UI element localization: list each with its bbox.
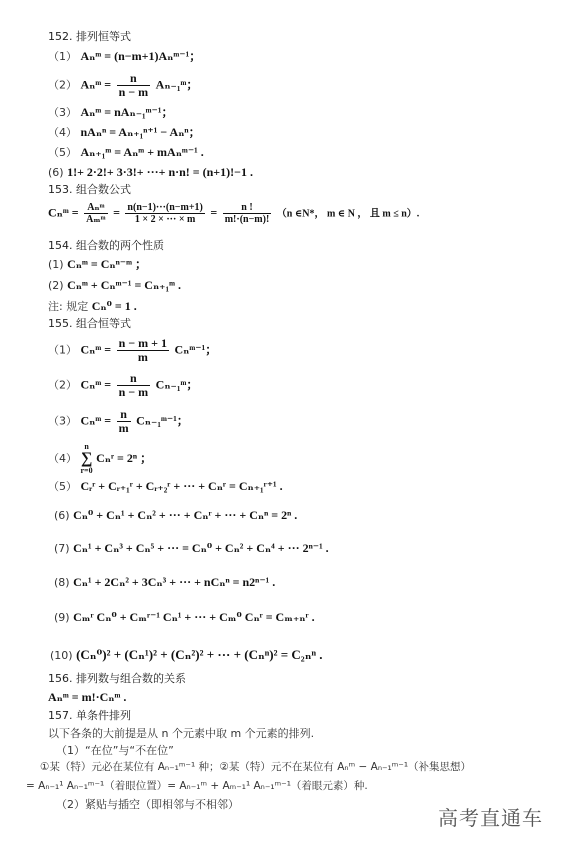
section-157-para1: ①某（特）元必在某位有 Aₙ₋₁ᵐ⁻¹ 种；②某（特）元不在某位有 Aₙᵐ − Aₙ₋₁ᵐ⁻¹（补集思想）	[40, 761, 472, 773]
section-156-title: 156. 排列数与组合数的关系	[48, 672, 186, 685]
formula-152-5: （5） Aₙ₊₁ᵐ = Aₙᵐ + mAₙᵐ⁻¹ .	[48, 145, 204, 159]
formula-154-1: (1) Cₙᵐ = Cₙⁿ⁻ᵐ ；	[48, 257, 148, 271]
formula-155-1: （1） Cₙᵐ = $\frac{n - m + 1}{m}$ Cₙᵐ⁻¹；	[48, 336, 218, 365]
formula-154-2: (2) Cₙᵐ + Cₙᵐ⁻¹ = Cₙ₊₁ᵐ .	[48, 278, 182, 292]
formula-152-3: （3） Aₙᵐ = nAₙ₋₁ᵐ⁻¹；	[48, 105, 174, 119]
section-152-title: 152. 排列恒等式	[48, 30, 131, 43]
section-157-para2: = Aₙ₋₁¹ Aₙ₋₁ᵐ⁻¹（着眼位置）= Aₙ₋₁ᵐ + Aₘ₋₁¹ Aₙ₋₁ᵐ⁻¹（着眼元素）种.	[26, 780, 368, 792]
fraction: $\frac{n - m + 1}{m}$	[118, 336, 167, 365]
section-157-sub1: （1）“在位”与“不在位”	[56, 744, 174, 757]
sigma-sum: n ∑ r=0	[80, 442, 93, 475]
formula-155-4: （4） n ∑ r=0 Cₙʳ = 2ⁿ ；	[48, 442, 153, 475]
formula-156: Aₙᵐ = m!·Cₙᵐ .	[48, 690, 127, 704]
formula-155-9: (9) Cₘʳ Cₙ⁰ + Cₘʳ⁻¹ Cₙ¹ + ··· + Cₘ⁰ Cₙʳ = Cₘ₊ₙʳ .	[54, 610, 315, 624]
fraction: $\frac{n}{n - m}$	[118, 371, 149, 400]
fraction: $\frac{n !}{m!\cdot(n-m)!}$	[224, 202, 270, 225]
formula-152-4: （4） nAₙⁿ = Aₙ₊₁ⁿ⁺¹ − Aₙⁿ；	[48, 125, 201, 139]
fraction: $\frac{n}{n - m}$	[118, 71, 149, 100]
formula-152-6: (6) 1!+ 2·2!+ 3·3!+ ···+ n·n! = (n+1)!−1 .	[48, 165, 253, 179]
section-157-intro: 以下各条的大前提是从 n 个元素中取 m 个元素的排列.	[48, 727, 315, 740]
formula-155-6: (6) Cₙ⁰ + Cₙ¹ + Cₙ² + ··· + Cₙʳ + ··· + Cₙⁿ = 2ⁿ .	[54, 508, 298, 522]
fraction: $\frac{n}{m}$	[118, 407, 129, 436]
formula-155-2: （2） Cₙᵐ = $\frac{n}{n - m}$ Cₙ₋₁ᵐ；	[48, 371, 199, 400]
note-154: 注: 规定 Cₙ⁰ = 1 .	[48, 299, 137, 313]
section-154-title: 154. 组合数的两个性质	[48, 239, 164, 252]
formula-155-7: (7) Cₙ¹ + Cₙ³ + Cₙ⁵ + ··· = Cₙ⁰ + Cₙ² + Cₙ⁴ + ··· 2ⁿ⁻¹ .	[54, 541, 329, 555]
formula-152-2: （2） Aₙᵐ = $\frac{n}{n - m}$ Aₙ₋₁ᵐ；	[48, 71, 199, 100]
formula-155-5: （5） Cᵣʳ + Cᵣ₊₁ʳ + Cᵣ₊₂ʳ + ··· + Cₙʳ = Cₙ₊₁ʳ⁺¹ .	[48, 479, 283, 493]
formula-155-10: (10) (Cₙ⁰)² + (Cₙ¹)² + (Cₙ²)² + ··· + (Cₙⁿ)² = C₂ₙⁿ .	[50, 647, 323, 662]
formula-153: Cₙᵐ = $\frac{\text{Aₙᵐ}}{\text{Aₘᵐ}}$ = $\frac{n(n-1)\cdot\cdot\cdot(n-m+1)}{1 \times 2 \times \cdot\cdot\cdot \times m}$ = $\frac{n !}{m!\cdot(n-m)!}$ （n ∈N*， m ∈ N ， 且 m ≤ n）.	[48, 202, 420, 225]
fraction: $\frac{n(n-1)\cdot\cdot\cdot(n-m+1)}{1 \times 2 \times \cdot\cdot\cdot \times m}$	[127, 202, 203, 225]
section-155-title: 155. 组合恒等式	[48, 317, 131, 330]
fraction: $\frac{\text{Aₙᵐ}}{\text{Aₘᵐ}}$	[86, 202, 106, 225]
section-157-title: 157. 单条件排列	[48, 709, 131, 722]
formula-155-8: (8) Cₙ¹ + 2Cₙ² + 3Cₙ³ + ··· + nCₙⁿ = n2ⁿ⁻¹ .	[54, 575, 276, 589]
watermark: 高考直通车	[438, 806, 543, 830]
formula-155-3: （3） Cₙᵐ = $\frac{n}{m}$ Cₙ₋₁ᵐ⁻¹；	[48, 407, 189, 436]
section-157-sub2: （2）紧贴与插空（即相邻与不相邻）	[56, 798, 239, 811]
formula-152-1: （1） Aₙᵐ = (n−m+1)Aₙᵐ⁻¹；	[48, 49, 202, 63]
section-153-title: 153. 组合数公式	[48, 183, 131, 196]
